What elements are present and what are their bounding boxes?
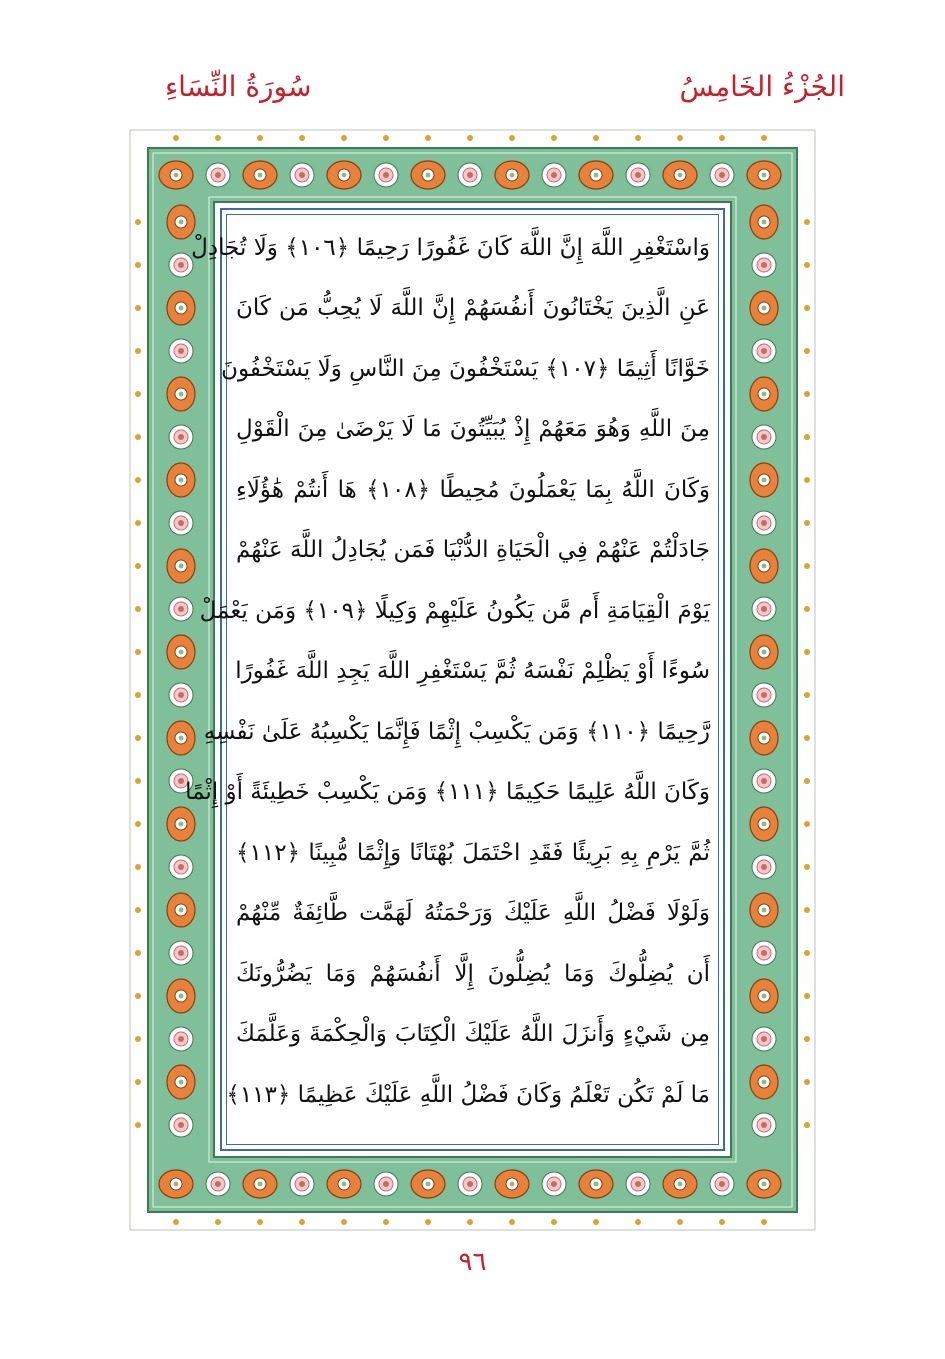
outer-mark	[135, 649, 141, 655]
outer-mark	[135, 262, 141, 268]
outer-mark	[299, 1219, 305, 1225]
outer-mark	[425, 135, 431, 141]
outer-mark	[804, 520, 810, 526]
verse-line: أَن يُضِلُّوكَ وَمَا يُضِلُّونَ إِلَّا أَنفُسَهُمْ وَمَا يَضُرُّونَكَ	[236, 961, 710, 987]
border-medallion	[243, 161, 277, 189]
verse-line: مِن شَيْءٍ وَأَنزَلَ اللَّهُ عَلَيْكَ الْكِتَابَ وَالْحِكْمَةَ وَعَلَّمَكَ	[236, 1021, 710, 1047]
outer-mark	[425, 1219, 431, 1225]
outer-mark	[509, 135, 515, 141]
border-medallion	[495, 161, 529, 189]
verse-line: وَلَوْلَا فَضْلُ اللَّهِ عَلَيْكَ وَرَحْمَتُهُ لَهَمَّت طَّائِفَةٌ مِّنْهُمْ	[236, 900, 710, 926]
outer-mark	[467, 135, 473, 141]
outer-mark	[215, 1219, 221, 1225]
border-medallion	[169, 511, 193, 535]
outer-mark	[804, 305, 810, 311]
border-medallion	[327, 1170, 361, 1198]
outer-mark	[467, 1219, 473, 1225]
outer-mark	[804, 692, 810, 698]
verse-line: سُوءًا أَوْ يَظْلِمْ نَفْسَهُ ثُمَّ يَسْتَغْفِرِ اللَّهَ يَجِدِ اللَّهَ غَفُورًا	[235, 658, 710, 684]
outer-mark	[551, 1219, 557, 1225]
border-medallion	[750, 807, 778, 841]
border-medallion	[169, 941, 193, 965]
border-medallion	[710, 1172, 734, 1196]
page-number: ٩٦	[458, 1247, 487, 1277]
outer-mark	[593, 135, 599, 141]
border-medallion	[167, 291, 195, 325]
outer-mark	[135, 520, 141, 526]
outer-mark	[135, 1122, 141, 1128]
border-medallion	[752, 941, 776, 965]
outer-mark	[804, 563, 810, 569]
border-medallion	[752, 597, 776, 621]
outer-mark	[135, 391, 141, 397]
border-medallion	[206, 163, 230, 187]
outer-mark	[135, 305, 141, 311]
outer-mark	[761, 135, 767, 141]
outer-mark	[135, 864, 141, 870]
outer-mark	[593, 1219, 599, 1225]
outer-mark	[761, 1219, 767, 1225]
verse-line: مَا لَمْ تَكُن تَعْلَمُ وَكَانَ فَضْلُ اللَّهِ عَلَيْكَ عَظِيمًا ﴿١١٣﴾	[226, 1082, 710, 1108]
outer-mark	[804, 907, 810, 913]
border-medallion	[747, 161, 781, 189]
outer-mark	[257, 135, 263, 141]
outer-mark	[299, 135, 305, 141]
border-medallion	[458, 163, 482, 187]
outer-mark	[804, 262, 810, 268]
border-medallion	[663, 161, 697, 189]
surah-title: سُورَةُ النِّسَاءِ	[165, 70, 312, 103]
outer-mark	[635, 1219, 641, 1225]
outer-mark	[135, 907, 141, 913]
border-medallion	[374, 1172, 398, 1196]
verse-text-block	[185, 224, 710, 1136]
outer-mark	[135, 563, 141, 569]
border-medallion	[752, 683, 776, 707]
border-medallion	[458, 1172, 482, 1196]
outer-mark	[215, 135, 221, 141]
outer-mark	[804, 821, 810, 827]
outer-mark	[341, 1219, 347, 1225]
outer-mark	[804, 735, 810, 741]
verse-line: مِنَ اللَّهِ وَهُوَ مَعَهُمْ إِذْ يُبَيِّتُونَ مَا لَا يَرْضَىٰ مِنَ الْقَوْلِ	[236, 416, 710, 442]
border-medallion	[579, 161, 613, 189]
border-medallion	[750, 377, 778, 411]
outer-mark	[804, 348, 810, 354]
outer-mark	[135, 821, 141, 827]
outer-mark	[135, 606, 141, 612]
border-medallion	[752, 1113, 776, 1137]
outer-mark	[804, 1079, 810, 1085]
outer-mark	[135, 993, 141, 999]
border-medallion	[167, 635, 195, 669]
outer-mark	[804, 649, 810, 655]
border-medallion	[747, 1170, 781, 1198]
outer-mark	[509, 1219, 515, 1225]
border-medallion	[167, 721, 195, 755]
outer-mark	[173, 1219, 179, 1225]
border-medallion	[374, 163, 398, 187]
border-medallion	[169, 1113, 193, 1137]
border-medallion	[167, 893, 195, 927]
border-medallion	[710, 163, 734, 187]
border-medallion	[542, 163, 566, 187]
outer-mark	[383, 1219, 389, 1225]
outer-mark	[135, 434, 141, 440]
border-medallion	[327, 161, 361, 189]
border-medallion	[167, 979, 195, 1013]
outer-mark	[804, 1122, 810, 1128]
verse-line: وَاسْتَغْفِرِ اللَّهَ إِنَّ اللَّهَ كَانَ غَفُورًا رَحِيمًا ﴿١٠٦﴾ وَلَا تُجَادِلْ	[191, 235, 710, 261]
border-medallion	[750, 1065, 778, 1099]
border-medallion	[626, 1172, 650, 1196]
border-medallion	[167, 377, 195, 411]
border-medallion	[167, 549, 195, 583]
border-medallion	[542, 1172, 566, 1196]
outer-mark	[804, 477, 810, 483]
outer-mark	[173, 135, 179, 141]
outer-mark	[135, 735, 141, 741]
outer-mark	[804, 950, 810, 956]
border-medallion	[752, 1027, 776, 1051]
verse-line: وَكَانَ اللَّهُ عَلِيمًا حَكِيمًا ﴿١١١﴾ وَمَن يَكْسِبْ خَطِيئَةً أَوْ إِثْمًا	[185, 779, 710, 805]
outer-mark	[135, 219, 141, 225]
border-medallion	[752, 855, 776, 879]
outer-mark	[135, 692, 141, 698]
border-medallion	[290, 1172, 314, 1196]
border-medallion	[579, 1170, 613, 1198]
border-medallion	[243, 1170, 277, 1198]
border-medallion	[663, 1170, 697, 1198]
juz-title: الجُزْءُ الخَامِسُ	[679, 70, 845, 103]
border-medallion	[290, 163, 314, 187]
verse-line: رَّحِيمًا ﴿١١٠﴾ وَمَن يَكْسِبْ إِثْمًا فَإِنَّمَا يَكْسِبُهُ عَلَىٰ نَفْسِهِ	[203, 719, 710, 745]
outer-mark	[383, 135, 389, 141]
outer-mark	[135, 1036, 141, 1042]
verse-line: وَكَانَ اللَّهُ بِمَا يَعْمَلُونَ مُحِيطًا ﴿١٠٨﴾ هَا أَنتُمْ هَٰؤُلَاءِ	[236, 477, 710, 503]
outer-mark	[677, 1219, 683, 1225]
outer-mark	[551, 135, 557, 141]
outer-mark	[804, 778, 810, 784]
outer-mark	[719, 135, 725, 141]
border-medallion	[167, 463, 195, 497]
outer-mark	[135, 348, 141, 354]
border-medallion	[750, 721, 778, 755]
border-medallion	[206, 1172, 230, 1196]
outer-mark	[804, 219, 810, 225]
border-medallion	[169, 1027, 193, 1051]
outer-mark	[135, 477, 141, 483]
border-medallion	[167, 1065, 195, 1099]
border-medallion	[750, 463, 778, 497]
verse-line: ثُمَّ يَرْمِ بِهِ بَرِيئًا فَقَدِ احْتَمَلَ بُهْتَانًا وَإِثْمًا مُّبِينًا ﴿١١٢﴾	[236, 840, 710, 866]
outer-mark	[135, 778, 141, 784]
border-medallion	[750, 635, 778, 669]
border-medallion	[750, 979, 778, 1013]
verse-line: جَادَلْتُمْ عَنْهُمْ فِي الْحَيَاةِ الدُّنْيَا فَمَن يُجَادِلُ اللَّهَ عَنْهُمْ	[236, 537, 710, 563]
verse-line: عَنِ الَّذِينَ يَخْتَانُونَ أَنفُسَهُمْ إِنَّ اللَّهَ لَا يُحِبُّ مَن كَانَ	[236, 295, 710, 321]
border-medallion	[495, 1170, 529, 1198]
outer-mark	[804, 434, 810, 440]
verse-line: يَوْمَ الْقِيَامَةِ أَم مَّن يَكُونُ عَلَيْهِمْ وَكِيلًا ﴿١٠٩﴾ وَمَن يَعْمَلْ	[199, 598, 710, 624]
outer-mark	[804, 864, 810, 870]
border-medallion	[752, 769, 776, 793]
outer-mark	[135, 950, 141, 956]
verse-line: خَوَّانًا أَثِيمًا ﴿١٠٧﴾ يَسْتَخْفُونَ مِنَ النَّاسِ وَلَا يَسْتَخْفُونَ	[221, 356, 710, 382]
border-medallion	[169, 425, 193, 449]
border-medallion	[750, 291, 778, 325]
border-medallion	[159, 161, 193, 189]
border-medallion	[411, 1170, 445, 1198]
border-medallion	[752, 511, 776, 535]
border-medallion	[750, 893, 778, 927]
outer-mark	[804, 606, 810, 612]
border-medallion	[752, 339, 776, 363]
border-medallion	[752, 253, 776, 277]
border-medallion	[169, 339, 193, 363]
border-medallion	[169, 683, 193, 707]
border-medallion	[169, 855, 193, 879]
border-medallion	[159, 1170, 193, 1198]
border-medallion	[411, 161, 445, 189]
outer-mark	[804, 391, 810, 397]
outer-mark	[635, 135, 641, 141]
border-medallion	[169, 597, 193, 621]
outer-mark	[804, 993, 810, 999]
border-medallion	[626, 163, 650, 187]
outer-mark	[135, 1079, 141, 1085]
border-medallion	[750, 205, 778, 239]
outer-mark	[804, 1036, 810, 1042]
outer-mark	[677, 135, 683, 141]
border-medallion	[752, 425, 776, 449]
border-medallion	[750, 549, 778, 583]
outer-mark	[719, 1219, 725, 1225]
border-medallion	[169, 253, 193, 277]
outer-mark	[341, 135, 347, 141]
outer-mark	[257, 1219, 263, 1225]
